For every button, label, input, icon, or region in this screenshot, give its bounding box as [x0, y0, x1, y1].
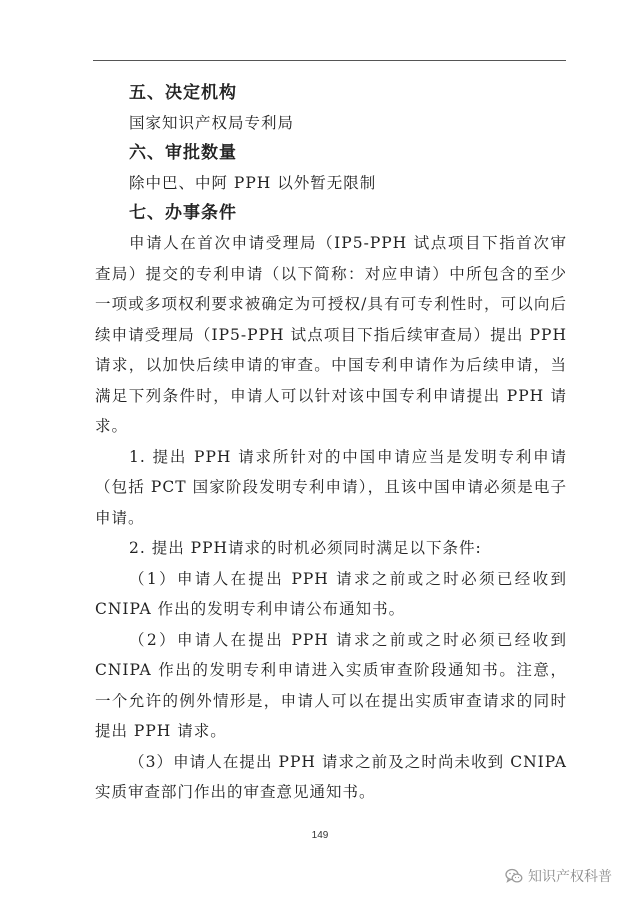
- section-5-body: 国家知识产权局专利局: [129, 114, 295, 132]
- condition-2-3-paragraph: （3）申请人在提出 PPH 请求之前及之时尚未收到 CNIPA 实质审查部门作出的审查意见通知书。: [95, 752, 567, 801]
- condition-2-1-paragraph: （1）申请人在提出 PPH 请求之前或之时必须已经收到 CNIPA 作出的发明专利申请公布通知书。: [95, 569, 567, 618]
- section-7-intro-paragraph: 申请人在首次申请受理局（IP5-PPH 试点项目下指首次审查局）提交的专利申请（以下简称：对应申请）中所包含的至少一项或多项权利要求被确定为可授权/具有可专利性时，可以向后续申请受理局（IP5-PPH 试点项目下指后续审查局）提出 PPH 请求，以加快后续申请的审查。中国专利申请作为后续申请，当满足下列条件时，申请人可以针对该中国专利申请提出 PPH 请求。: [95, 234, 567, 435]
- condition-2-2-paragraph: （2）申请人在提出 PPH 请求之前或之时必须已经收到 CNIPA 作出的发明专利申请进入实质审查阶段通知书。注意，一个允许的例外情形是，申请人可以在提出实质审查请求的同时提出 PPH 请求。: [95, 630, 567, 740]
- condition-2-paragraph: 2. 提出 PPH请求的时机必须同时满足以下条件:: [129, 539, 482, 557]
- wechat-icon: [505, 868, 523, 884]
- watermark-text: 知识产权科普: [528, 869, 612, 885]
- header-rule: [93, 60, 566, 61]
- section-6-heading: 六、审批数量: [129, 143, 237, 163]
- section-7-heading: 七、办事条件: [129, 203, 237, 223]
- document-body: [95, 78, 567, 808]
- page-number: 149: [311, 830, 329, 841]
- condition-1-paragraph: 1. 提出 PPH 请求所针对的中国申请应当是发明专利申请（包括 PCT 国家阶段发明专利申请），且该中国申请必须是电子申请。: [95, 447, 567, 527]
- watermark: [505, 866, 612, 886]
- section-6-body: 除中巴、中阿 PPH 以外暂无限制: [129, 174, 377, 192]
- section-5-heading: 五、决定机构: [129, 83, 237, 103]
